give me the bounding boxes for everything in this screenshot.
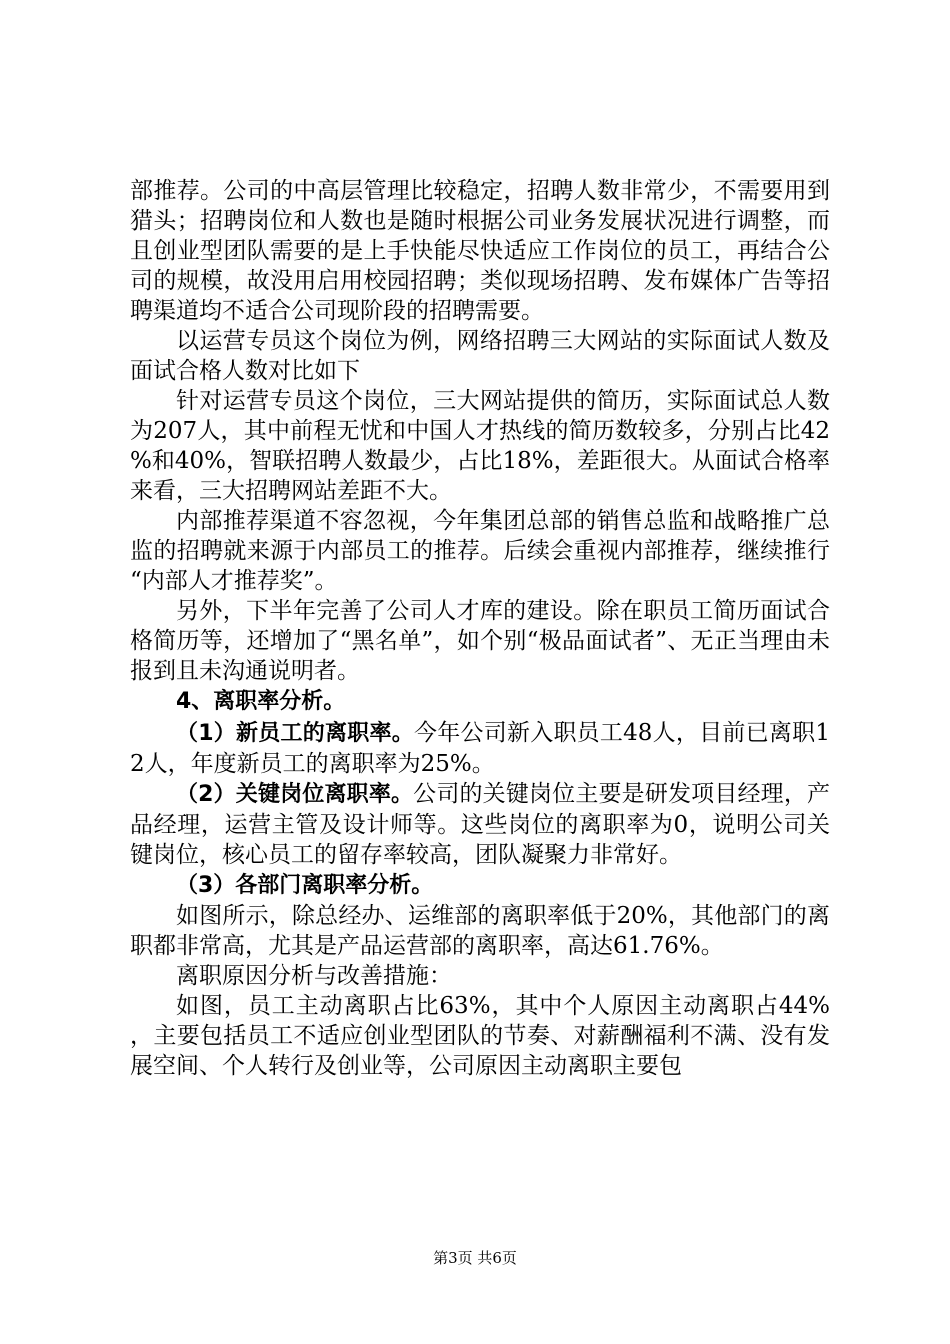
paragraph-reason-analysis: 如图，员工主动离职占比63%，其中个人原因主动离职占44%，主要包括员工不适应创业型团队的节奏、对薪酬福利不满、没有发展空间、个人转行及创业等，公司原因主动离职主要包 <box>130 993 830 1079</box>
paragraph-reason-title: 离职原因分析与改善措施： <box>176 963 452 989</box>
paragraph-operations-example: 以运营专员这个岗位为例，网络招聘三大网站的实际面试人数及面试合格人数对比如下 <box>130 328 830 384</box>
paragraph-internal-referral: 内部推荐渠道不容忽视，今年集团总部的销售总监和战略推广总监的招聘就来源于内部员工的推荐。后续会重视内部推荐，继续推行“内部人才推荐奖”。 <box>130 508 830 594</box>
paragraph-interview-stats: 针对运营专员这个岗位，三大网站提供的简历，实际面试总人数为207人，其中前程无忧和中国人才热线的简历数较多，分别占比42%和40%，智联招聘人数最少，占比18%，差距很大。从面试合格率来看，三大招聘网站差距不大。 <box>130 388 830 504</box>
page-number-footer: 第3页 共6页 <box>433 1249 517 1267</box>
item-key-position-turnover <box>130 779 830 870</box>
item-department-turnover <box>130 870 830 901</box>
item-heading: （3）各部门离职率分析。 <box>176 873 434 898</box>
item-text: 今年公司新入职员工48人，目前已离职12人，年度新员工的离职率为25%。 <box>130 720 831 777</box>
paragraph-talent-pool: 另外，下半年完善了公司人才库的建设。除在职员工简历面试合格简历等，还增加了“黑名单”，如个别“极品面试者”、无正当理由未报到且未沟通说明者。 <box>130 598 830 684</box>
item-heading: （1）新员工的离职率。 <box>176 721 414 746</box>
paragraph-recruiting-channels: 部推荐。公司的中高层管理比较稳定，招聘人数非常少，不需要用到猎头；招聘岗位和人数也是随时根据公司业务发展状况进行调整，而且创业型团队需要的是上手快能尽快适应工作岗位的员工，再结合公司的规模，故没用启用校园招聘；类似现场招聘、发布媒体广告等招聘渠道均不适合公司现阶段的招聘需要。 <box>130 178 830 324</box>
item-new-employee-turnover <box>130 718 830 779</box>
item-heading: （2）关键岗位离职率。 <box>176 782 414 807</box>
section-heading-turnover: 4、离职率分析。 <box>176 689 346 714</box>
document-body <box>130 176 830 1081</box>
paragraph-department-rates: 如图所示，除总经办、运维部的离职率低于20%，其他部门的离职都非常高，尤其是产品运营部的离职率，高达61.76%。 <box>130 903 830 959</box>
item-text: 公司的关键岗位主要是研发项目经理，产品经理，运营主管及设计师等。这些岗位的离职率为0，说明公司关键岗位，核心员工的留存率较高，团队凝聚力非常好。 <box>130 781 831 868</box>
